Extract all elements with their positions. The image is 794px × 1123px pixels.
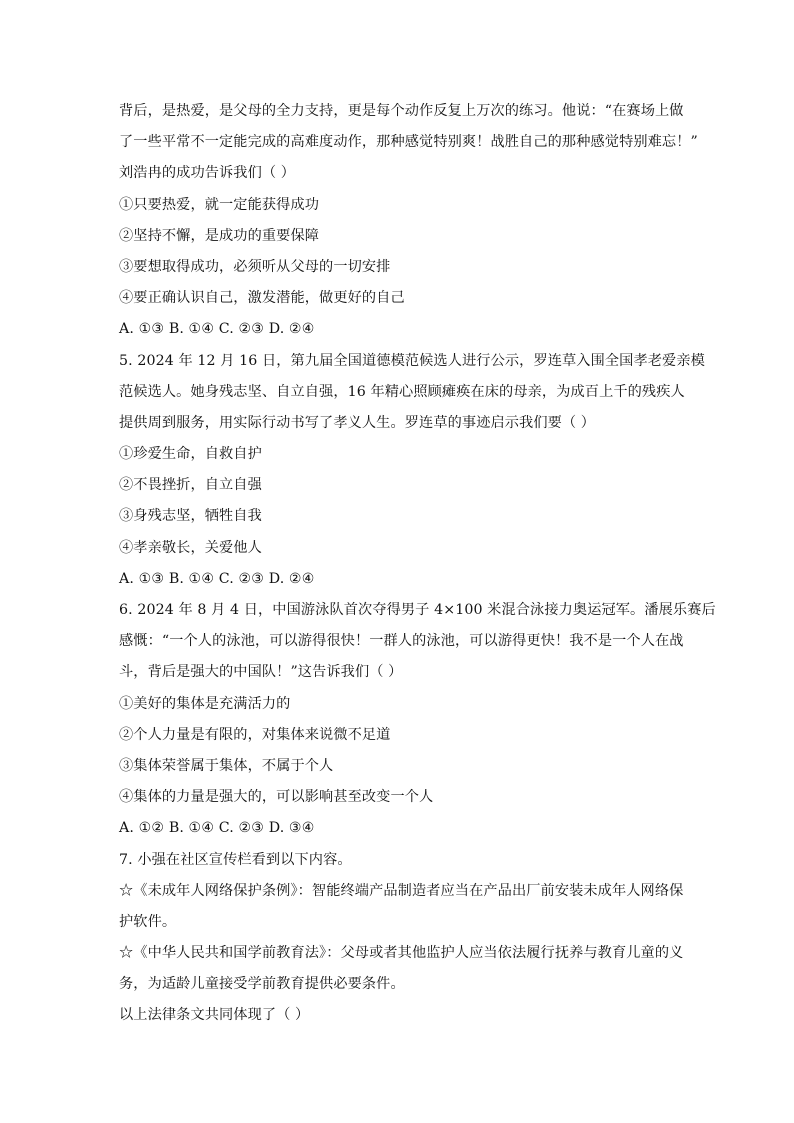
question-prompt: 刘浩冉的成功告诉我们（ ）: [119, 165, 296, 182]
question-5-text: 范候选人。她身残志坚、自立自强，16 年精心照顾瘫痪在床的母亲，为成百上千的残疾人: [119, 383, 685, 400]
option-statement: ①珍爱生命，自救自护: [119, 446, 262, 463]
text-line: 了一些平常不一定能完成的高难度动作，那种感觉特别爽！战胜自己的那种感觉特别难忘！”: [119, 134, 698, 151]
law-excerpt: 务，为适龄儿童接受学前教育提供必要条件。: [119, 976, 405, 993]
option-statement: ②不畏挫折，自立自强: [119, 477, 262, 494]
question-6-text: 感慨：“一个人的泳池，可以游得很快！一群人的泳池，可以游得更快！我不是一个人在战: [119, 633, 684, 650]
question-6-prompt: 斗，背后是强大的中国队！”这告诉我们（ ）: [119, 664, 403, 681]
answer-choices: A. ①② B. ①④ C. ②③ D. ③④: [119, 820, 315, 837]
option-statement: ④要正确认识自己，激发潜能，做更好的自己: [119, 290, 405, 307]
option-statement: ④孝亲敬长，关爱他人: [119, 539, 262, 556]
option-statement: ②坚持不懈，是成功的重要保障: [119, 227, 320, 244]
document-page: [119, 96, 716, 1032]
option-statement: ③身残志坚，牺牲自我: [119, 508, 262, 525]
answer-choices: A. ①③ B. ①④ C. ②③ D. ②④: [119, 321, 315, 338]
question-5-text: 5. 2024 年 12 月 16 日，第九届全国道德模范候选人进行公示，罗连草入围全国孝老爱亲模: [119, 352, 705, 369]
option-statement: ①只要热爱，就一定能获得成功: [119, 196, 320, 213]
option-statement: ③要想取得成功，必须听从父母的一切安排: [119, 258, 391, 275]
option-statement: ④集体的力量是强大的，可以影响甚至改变一个人: [119, 789, 434, 806]
law-excerpt: 护软件。: [119, 913, 177, 930]
option-statement: ②个人力量是有限的，对集体来说微不足道: [119, 726, 391, 743]
question-7-prompt: 以上法律条文共同体现了（ ）: [119, 1007, 310, 1024]
law-excerpt: ☆《中华人民共和国学前教育法》：父母或者其他监护人应当依法履行抚养与教育儿童的义: [119, 945, 684, 962]
option-statement: ③集体荣誉属于集体，不属于个人: [119, 757, 334, 774]
question-5-prompt: 提供周到服务，用实际行动书写了孝义人生。罗连草的事迹启示我们要（ ）: [119, 414, 596, 431]
text-line: 背后，是热爱，是父母的全力支持，更是每个动作反复上万次的练习。他说：“在赛场上做: [119, 103, 684, 119]
question-7-text: 7. 小强在社区宣传栏看到以下内容。: [119, 851, 352, 868]
question-6-text: 6. 2024 年 8 月 4 日，中国游泳队首次夺得男子 4×100 米混合泳接力奥运冠军。潘展乐赛后: [119, 602, 716, 618]
option-statement: ①美好的集体是充满活力的: [119, 695, 291, 712]
law-excerpt: ☆《未成年人网络保护条例》：智能终端产品制造者应当在产品出厂前安装未成年人网络保: [119, 882, 684, 899]
answer-choices: A. ①③ B. ①④ C. ②③ D. ②④: [119, 570, 315, 587]
